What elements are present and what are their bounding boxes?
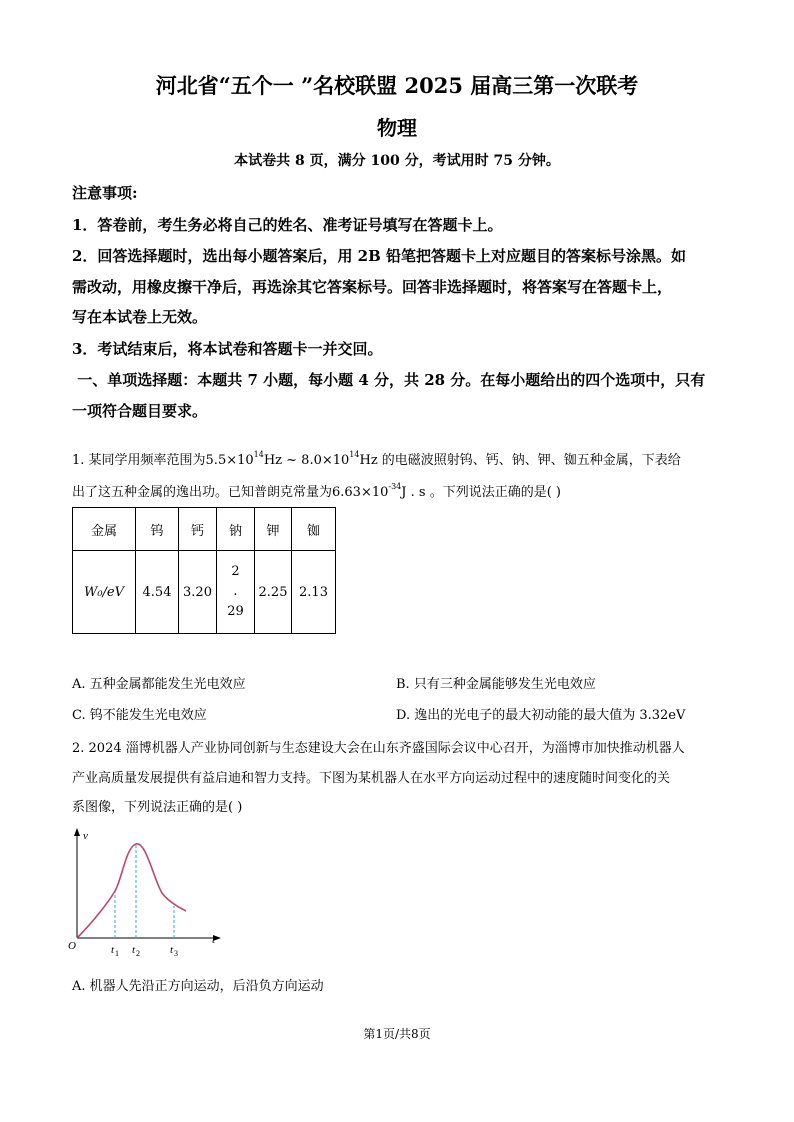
- table-header-cell: 金属: [73, 508, 136, 551]
- t1-label: t: [111, 944, 115, 956]
- v-axis-label: v: [83, 830, 88, 842]
- q1-stem-line-1: [72, 440, 720, 475]
- q1-option-b[interactable]: B. 只有三种金属能够发生光电效应: [396, 677, 596, 692]
- table-row-label: W₀/eV: [73, 551, 136, 634]
- table-header-cell: 钙: [179, 508, 217, 551]
- subject-title: 物理: [377, 116, 417, 140]
- note-item-2-line-3: 写在本试卷上无效。: [72, 308, 208, 326]
- note-item-2-line-2: 需改动，用橡皮擦干净后，再选涂其它答案标号。回答非选择题时，将答案写在答题卡上，: [72, 278, 673, 296]
- t3-label: t: [170, 944, 174, 956]
- sodium-value-part: 29: [227, 604, 244, 619]
- q1-option-c[interactable]: C. 钨不能发生光电效应: [72, 708, 207, 723]
- q2-option-a[interactable]: A. 机器人先沿正方向运动，后沿负方向运动: [72, 979, 324, 994]
- q1-exponent-1: 14: [253, 450, 264, 459]
- table-header-cell: 钾: [255, 508, 292, 551]
- table-cell-sodium: [217, 551, 255, 634]
- sodium-value-part: .: [233, 584, 238, 599]
- exam-title: 河北省“五个一 ”名校联盟 2025 届高三第一次联考: [155, 73, 639, 98]
- q2-stem-line-2: 产业高质量发展提供有益启迪和智力支持。下图为某机器人在水平方向运动过程中的速度随时间变化的关: [72, 771, 671, 786]
- q1-option-d[interactable]: D. 逸出的光电子的最大初动能的最大值为 3.32eV: [396, 708, 686, 723]
- t3-subscript: 3: [174, 949, 178, 958]
- q1-stem-part-b: Hz ~ 8.0×10: [263, 453, 350, 468]
- sodium-value-part: 2: [231, 564, 240, 579]
- table-cell: 2.25: [255, 551, 292, 634]
- table-cell: 2.13: [292, 551, 336, 634]
- q1-stem-part-a: 1. 某同学用频率范围为5.5×10: [72, 453, 254, 468]
- t-axis-label: t: [212, 934, 216, 946]
- v-axis-arrow: [74, 828, 80, 836]
- t2-subscript: 2: [136, 949, 140, 958]
- q1-line-2-part-b: J . s 。下列说法正确的是( ): [401, 485, 561, 500]
- table-cell: 4.54: [136, 551, 179, 634]
- q1-option-a[interactable]: A. 五种金属都能发生光电效应: [72, 677, 246, 692]
- section-1-heading: 一、单项选择题：本题共 7 小题，每小题 4 分，共 28 分。在每小题给出的四个选项中，只有: [72, 371, 706, 389]
- q2-stem-line-1: 2. 2024 淄博机器人产业协同创新与生态建设大会在山东齐盛国际会议中心召开，为淄博市加快推动机器人: [72, 741, 685, 756]
- t1-subscript: 1: [115, 949, 119, 958]
- table-row: [73, 551, 336, 634]
- note-item-2-line-1: 2．回答选择题时，选出每小题答案后，用 2B 铅笔把答题卡上对应题目的答案标号涂黑。如: [72, 247, 687, 265]
- table-cell: 3.20: [179, 551, 217, 634]
- table-header-cell: 钨: [136, 508, 179, 551]
- note-item-3: 3．考试结束后，将本试卷和答题卡一并交回。: [72, 340, 383, 358]
- velocity-time-graph: [66, 825, 226, 960]
- q1-stem-part-c: Hz 的电磁波照射钨、钙、钠、钾、铷五种金属，下表给: [359, 453, 681, 468]
- q1-line-2-part-a: 出了这五种金属的逸出功。已知普朗克常量为6.63×10: [72, 485, 389, 500]
- t2-label: t: [132, 944, 136, 956]
- page-footer: 第1页/共8页: [363, 1027, 431, 1041]
- table-row: [73, 508, 336, 551]
- section-1-heading-line-2: 一项符合题目要求。: [72, 402, 208, 420]
- notes-heading: 注意事项:: [72, 184, 138, 202]
- q1-stem-line-2: [72, 472, 720, 507]
- velocity-curve: [77, 844, 186, 938]
- table-header-cell: 钠: [217, 508, 255, 551]
- exam-info: 本试卷共 8 页，满分 100 分，考试用时 75 分钟。: [234, 153, 560, 169]
- origin-label: O: [68, 940, 76, 952]
- q2-stem-line-3: 系图像，下列说法正确的是( ): [72, 800, 243, 815]
- work-function-table: [72, 507, 336, 634]
- q1-exponent-3: -34: [388, 482, 402, 491]
- table-header-cell: 铷: [292, 508, 336, 551]
- note-item-1: 1．答卷前，考生务必将自己的姓名、准考证号填写在答题卡上。: [72, 216, 503, 234]
- q1-exponent-2: 14: [349, 450, 360, 459]
